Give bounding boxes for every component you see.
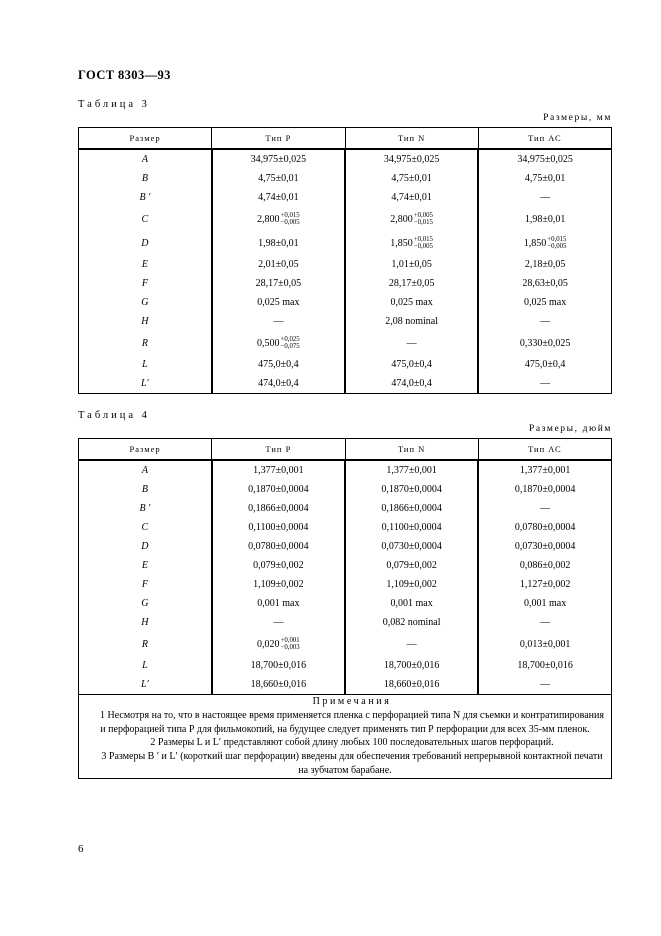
dimension-value: 0,1100±0,0004: [381, 522, 442, 533]
dimension-value: —: [406, 337, 417, 349]
tolerance-stack: +0,025 −0,075: [280, 335, 300, 350]
value-cell: [478, 169, 611, 188]
dimension-value: 0,0730±0,0004: [514, 541, 576, 552]
size-label: L′: [141, 679, 149, 690]
value-cell: [478, 188, 611, 207]
dimension-value: 18,660±0,016: [383, 679, 440, 690]
size-label: R: [141, 638, 148, 650]
value-cell: [478, 374, 611, 394]
value-cell: [345, 169, 478, 188]
value-cell: [212, 188, 345, 207]
dimension-value: 1,377±0,001: [519, 465, 571, 476]
table-row: [79, 556, 612, 575]
value-cell: [345, 613, 478, 632]
dimension-value: 0,1870±0,0004: [248, 484, 309, 495]
value-cell: [478, 613, 611, 632]
size-label: A: [141, 154, 148, 165]
dimension-value: 0,001 max: [524, 598, 567, 609]
header-row: [79, 128, 612, 150]
table-row: [79, 675, 612, 695]
dimension-value: —: [273, 617, 284, 628]
value-cell: [212, 355, 345, 374]
column-header: Тип АС: [478, 128, 611, 150]
value-cell: [478, 675, 611, 695]
column-header: Размер: [79, 439, 212, 461]
table-row: [79, 149, 612, 169]
size-label: R: [141, 337, 148, 349]
value-cell: [345, 518, 478, 537]
size-label: F: [141, 278, 148, 289]
size-label: L′: [141, 378, 149, 389]
dimension-value: 28,63±0,05: [522, 278, 568, 289]
dimension-value: 2,08 nominal: [385, 316, 439, 327]
dimension-value: 0,1866±0,0004: [381, 503, 442, 514]
size-label: B: [141, 173, 148, 184]
value-cell: [345, 632, 478, 656]
value-cell: [212, 656, 345, 675]
notes-row: [79, 695, 612, 779]
dimension-value: —: [540, 378, 551, 389]
table-row: [79, 274, 612, 293]
value-cell: [478, 293, 611, 312]
value-cell: [345, 594, 478, 613]
note-item: 2 Размеры L и L′ представляют собой длину любых 100 последовательных шагов перфораций.: [150, 737, 554, 749]
dimension-value: 4,75±0,01: [258, 173, 299, 184]
tolerance-stack: +0,005 −0,015: [413, 211, 433, 226]
dimension-value: 34,975±0,025: [517, 154, 573, 165]
dimension-value: 0,025 max: [390, 297, 433, 308]
table3: [78, 127, 612, 394]
value-cell: [212, 293, 345, 312]
dimension-value: 0,0730±0,0004: [381, 541, 442, 552]
value-cell: [212, 255, 345, 274]
value-cell: [212, 594, 345, 613]
dimension-value: 34,975±0,025: [250, 154, 307, 165]
value-cell: [345, 274, 478, 293]
table-row: [79, 331, 612, 355]
dimension-value: 1,109±0,002: [386, 579, 437, 590]
dimension-value: 0,500 +0,025 −0,075: [257, 335, 300, 350]
table-row: [79, 518, 612, 537]
dimension-value: 4,75±0,01: [524, 173, 566, 184]
column-header: Тип N: [345, 128, 478, 150]
table-row: [79, 231, 612, 255]
value-cell: [478, 274, 611, 293]
value-cell: [345, 231, 478, 255]
size-label: C: [141, 522, 149, 533]
value-cell: [478, 575, 611, 594]
dimension-value: 2,800 +0,015 −0,005: [257, 211, 300, 226]
dimension-value: 1,127±0,002: [519, 579, 571, 590]
table4-caption: Таблица 4: [78, 410, 150, 421]
dimension-value: 0,020 +0,001 −0,003: [257, 636, 300, 651]
value-cell: [345, 207, 478, 231]
table-row: [79, 656, 612, 675]
dimension-value: 4,75±0,01: [391, 173, 432, 184]
size-label: B ′: [139, 192, 151, 203]
size-label: F: [141, 579, 148, 590]
document-number: ГОСТ 8303—93: [78, 68, 171, 82]
dimension-value: 0,079±0,002: [253, 560, 304, 571]
value-cell: [478, 537, 611, 556]
dimension-value: 475,0±0,4: [524, 359, 566, 370]
tolerance-stack: +0,015 −0,005: [547, 235, 567, 250]
value-cell: [345, 675, 478, 695]
value-cell: [478, 656, 611, 675]
value-cell: [212, 518, 345, 537]
dimension-value: 475,0±0,4: [391, 359, 432, 370]
dimension-value: 2,18±0,05: [524, 259, 566, 270]
table-row: [79, 312, 612, 331]
value-cell: [212, 231, 345, 255]
table-row: [79, 374, 612, 394]
value-cell: [345, 656, 478, 675]
dimension-value: —: [406, 638, 417, 650]
value-cell: [212, 312, 345, 331]
value-cell: [478, 480, 611, 499]
value-cell: [212, 537, 345, 556]
value-cell: [212, 207, 345, 231]
dimension-value: 1,109±0,002: [253, 579, 304, 590]
dimension-value: 18,700±0,016: [250, 660, 307, 671]
dimension-value: —: [540, 316, 551, 327]
value-cell: [345, 556, 478, 575]
table-row: [79, 575, 612, 594]
table-row: [79, 480, 612, 499]
table-row: [79, 537, 612, 556]
value-cell: [478, 207, 611, 231]
size-label: H: [141, 617, 149, 628]
dimension-value: 28,17±0,05: [388, 278, 435, 289]
dimension-value: —: [540, 503, 551, 514]
value-cell: [478, 331, 611, 355]
dimension-value: —: [540, 192, 551, 203]
size-label: B ′: [139, 503, 151, 514]
value-cell: [478, 518, 611, 537]
table-row: [79, 255, 612, 274]
value-cell: [478, 149, 611, 169]
dimension-value: 0,330±0,025: [519, 337, 571, 349]
value-cell: [345, 575, 478, 594]
dimension-value: 1,850 +0,015 −0,005: [390, 235, 433, 250]
size-label: B: [141, 484, 148, 495]
tolerance-stack: +0,001 −0,003: [280, 636, 300, 651]
table-row: [79, 293, 612, 312]
value-cell: [345, 460, 478, 480]
dimension-value: 1,850 +0,015 −0,005: [523, 235, 567, 250]
value-cell: [212, 374, 345, 394]
table-row: [79, 613, 612, 632]
dimension-value: 0,013±0,001: [519, 638, 571, 650]
value-cell: [478, 312, 611, 331]
table-row: [79, 499, 612, 518]
page-number: 6: [78, 843, 84, 855]
value-cell: [345, 149, 478, 169]
dimension-value: 475,0±0,4: [258, 359, 299, 370]
value-cell: [212, 460, 345, 480]
value-cell: [345, 374, 478, 394]
page-content: [78, 68, 612, 779]
value-cell: [345, 499, 478, 518]
column-header: Тип N: [345, 439, 478, 461]
dimension-value: 4,74±0,01: [258, 192, 299, 203]
size-label: E: [141, 560, 148, 571]
note-item: 1 Несмотря на то, что в настоящее время применяется пленка с перфорацией типа N для съемки и контратипирования и перфорацией типа Р для фильмокопий, на будущее следует применять тип Р перфорации для всех 35-мм пленок.: [100, 709, 604, 735]
note-item: 3 Размеры B ′ и L′ (короткий шаг перфорации) введены для обеспечения требований непрерывной контактной печати на зубчатом барабане.: [101, 751, 603, 776]
dimension-value: 0,086±0,002: [519, 560, 571, 571]
table4-units-label: Размеры, дюйм: [528, 424, 612, 434]
dimension-value: 1,377±0,001: [386, 465, 437, 476]
dimension-value: 0,0780±0,0004: [514, 522, 576, 533]
value-cell: [212, 556, 345, 575]
dimension-value: 0,082 nominal: [382, 617, 441, 628]
size-label: A: [141, 465, 148, 476]
value-cell: [212, 274, 345, 293]
table-row: [79, 207, 612, 231]
value-cell: [478, 460, 611, 480]
value-cell: [478, 594, 611, 613]
dimension-value: 0,1870±0,0004: [381, 484, 442, 495]
value-cell: [212, 169, 345, 188]
value-cell: [345, 480, 478, 499]
notes-title: Примечания: [312, 696, 392, 707]
value-cell: [345, 312, 478, 331]
size-label: D: [141, 541, 149, 552]
tolerance-stack: +0,015 −0,005: [280, 211, 300, 226]
dimension-value: 28,17±0,05: [255, 278, 302, 289]
value-cell: [345, 293, 478, 312]
dimension-value: 0,001 max: [390, 598, 433, 609]
header-row: [79, 439, 612, 461]
tolerance-stack: +0,015 −0,005: [413, 235, 433, 250]
table-row: [79, 188, 612, 207]
value-cell: [212, 149, 345, 169]
table3-caption: Таблица 3: [78, 99, 150, 110]
value-cell: [212, 480, 345, 499]
size-label: D: [141, 237, 149, 249]
dimension-value: 474,0±0,4: [258, 378, 299, 389]
dimension-value: 0,1870±0,0004: [514, 484, 576, 495]
dimension-value: 0,079±0,002: [386, 560, 437, 571]
size-label: E: [141, 259, 148, 270]
value-cell: [212, 675, 345, 695]
table-row: [79, 355, 612, 374]
column-header: Тип Р: [212, 439, 345, 461]
dimension-value: 474,0±0,4: [391, 378, 432, 389]
size-label: H: [141, 316, 149, 327]
dimension-value: —: [540, 617, 551, 628]
size-label: L: [142, 660, 148, 671]
dimension-value: 0,001 max: [257, 598, 300, 609]
dimension-value: —: [273, 316, 284, 327]
notes-block: [79, 695, 612, 779]
size-label: L: [142, 359, 148, 370]
table4: [78, 438, 612, 779]
value-cell: [478, 556, 611, 575]
table-row: [79, 169, 612, 188]
dimension-value: 18,660±0,016: [250, 679, 307, 690]
dimension-value: 18,700±0,016: [517, 660, 573, 671]
value-cell: [478, 255, 611, 274]
value-cell: [212, 499, 345, 518]
column-header: Размер: [79, 128, 212, 150]
value-cell: [345, 355, 478, 374]
size-label: G: [141, 297, 149, 308]
dimension-value: 4,74±0,01: [391, 192, 432, 203]
value-cell: [212, 331, 345, 355]
dimension-value: 0,1866±0,0004: [248, 503, 309, 514]
dimension-value: 1,98±0,01: [524, 213, 566, 225]
size-label: G: [141, 598, 149, 609]
value-cell: [345, 188, 478, 207]
size-label: C: [141, 213, 149, 225]
value-cell: [478, 231, 611, 255]
value-cell: [345, 537, 478, 556]
dimension-value: 2,800 +0,005 −0,015: [390, 211, 433, 226]
dimension-value: 0,0780±0,0004: [248, 541, 309, 552]
value-cell: [345, 331, 478, 355]
dimension-value: 2,01±0,05: [258, 259, 299, 270]
value-cell: [478, 355, 611, 374]
value-cell: [478, 632, 611, 656]
dimension-value: 0,025 max: [524, 297, 567, 308]
dimension-value: 1,01±0,05: [391, 259, 432, 270]
dimension-value: 34,975±0,025: [383, 154, 440, 165]
dimension-value: 0,1100±0,0004: [248, 522, 309, 533]
value-cell: [212, 575, 345, 594]
table3-units-label: Размеры, мм: [543, 113, 612, 123]
table-row: [79, 460, 612, 480]
column-header: Тип Р: [212, 128, 345, 150]
dimension-value: —: [540, 679, 551, 690]
dimension-value: 1,98±0,01: [258, 237, 299, 249]
dimension-value: 0,025 max: [257, 297, 300, 308]
value-cell: [212, 632, 345, 656]
value-cell: [212, 613, 345, 632]
dimension-value: 18,700±0,016: [383, 660, 440, 671]
table-row: [79, 594, 612, 613]
table-row: [79, 632, 612, 656]
value-cell: [345, 255, 478, 274]
dimension-value: 1,377±0,001: [253, 465, 304, 476]
value-cell: [478, 499, 611, 518]
column-header: Тип АС: [478, 439, 611, 461]
